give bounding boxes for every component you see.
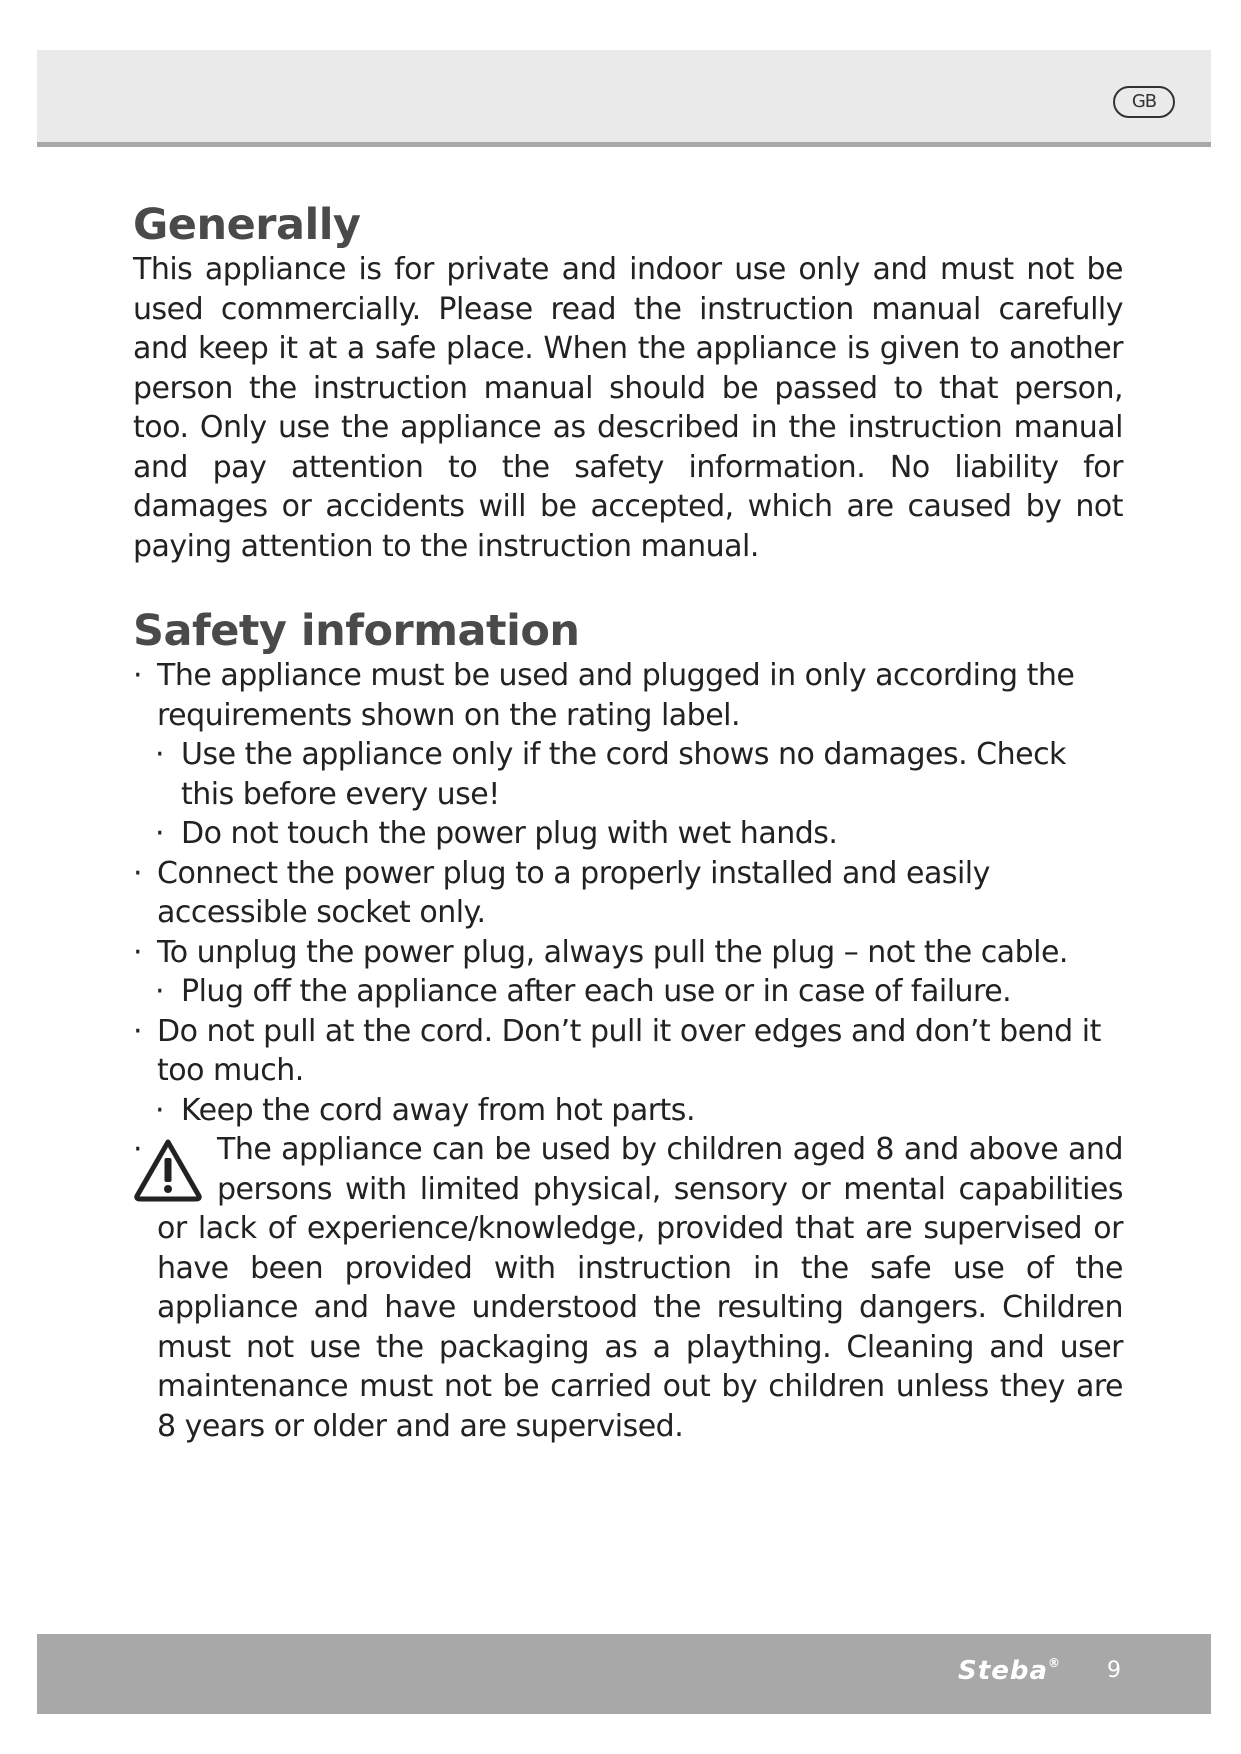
generally-paragraph: This appliance is for private and indoor use only and must not be used commercially. Please read the instruction manual carefully and keep it at a safe place. When the appliance is given to another person the instruction manual should be passed to that person, too. Only use the appliance as described in the instruction manual and pay attention to the safety information. No liability for damages or accidents will be accepted, which are caused by not paying attention to the instruction manual. [133, 252, 1123, 564]
list-item [133, 1091, 1123, 1131]
list-item [133, 656, 1123, 735]
bullet-dot: · [155, 1092, 165, 1128]
page-header [37, 50, 1211, 147]
list-item-text: The appliance can be used by children aged 8 and above and persons with limited physical, sensory or mental capabilities or lack of experience/knowledge, provided that are supervised or have been provided with instruction in the safe use of the appliance and have understood the resulting dangers. Children must not use the packaging as a plaything. Cleaning and user maintenance must not be carried out by children unless they are 8 years or older and are supervised. [157, 1132, 1123, 1444]
brand-name: Steba [958, 1656, 1048, 1686]
bullet-dot: · [155, 737, 165, 772]
safety-list [133, 656, 1123, 1446]
bullet-dot: · [155, 816, 165, 851]
registered-mark-icon: ® [1048, 1656, 1061, 1670]
bullet-dot: · [133, 1013, 143, 1049]
list-item [133, 854, 1123, 933]
list-item [133, 933, 1123, 973]
bullet-dot: · [133, 934, 143, 970]
list-item-text: Keep the cord away from hot parts. [181, 1092, 695, 1128]
language-badge: GB [1113, 86, 1175, 118]
list-item [133, 814, 1123, 854]
list-item-text: Plug off the appliance after each use or in case of failure. [181, 974, 1012, 1009]
list-item [133, 1012, 1123, 1091]
page-footer [37, 1634, 1211, 1714]
list-item-text: Do not pull at the cord. Don’t pull it over edges and don’t bend it too much. [157, 1013, 1101, 1088]
list-item [133, 735, 1123, 814]
bullet-dot: · [133, 855, 143, 891]
bullet-dot: · [133, 1132, 143, 1167]
safety-heading: Safety information [133, 606, 580, 656]
page-content [133, 200, 1123, 1446]
list-item-warning [133, 1130, 1123, 1446]
warning-triangle-icon [133, 1138, 203, 1202]
generally-heading: Generally [133, 200, 361, 250]
list-item-text: The appliance must be used and plugged in only according the requirements shown on the rating label. [157, 658, 1075, 733]
brand-logo [958, 1656, 1061, 1686]
bullet-dot: · [133, 658, 143, 693]
list-item [133, 972, 1123, 1012]
bullet-dot: · [155, 974, 165, 1009]
list-item-text: Do not touch the power plug with wet hands. [181, 816, 838, 851]
page-number: 9 [1107, 1658, 1121, 1683]
list-item-text: Connect the power plug to a properly installed and easily accessible socket only. [157, 855, 990, 930]
list-item-text: To unplug the power plug, always pull the plug – not the cable. [157, 934, 1068, 970]
list-item-text: Use the appliance only if the cord shows no damages. Check this before every use! [181, 737, 1066, 812]
section-spacer [133, 566, 1123, 606]
